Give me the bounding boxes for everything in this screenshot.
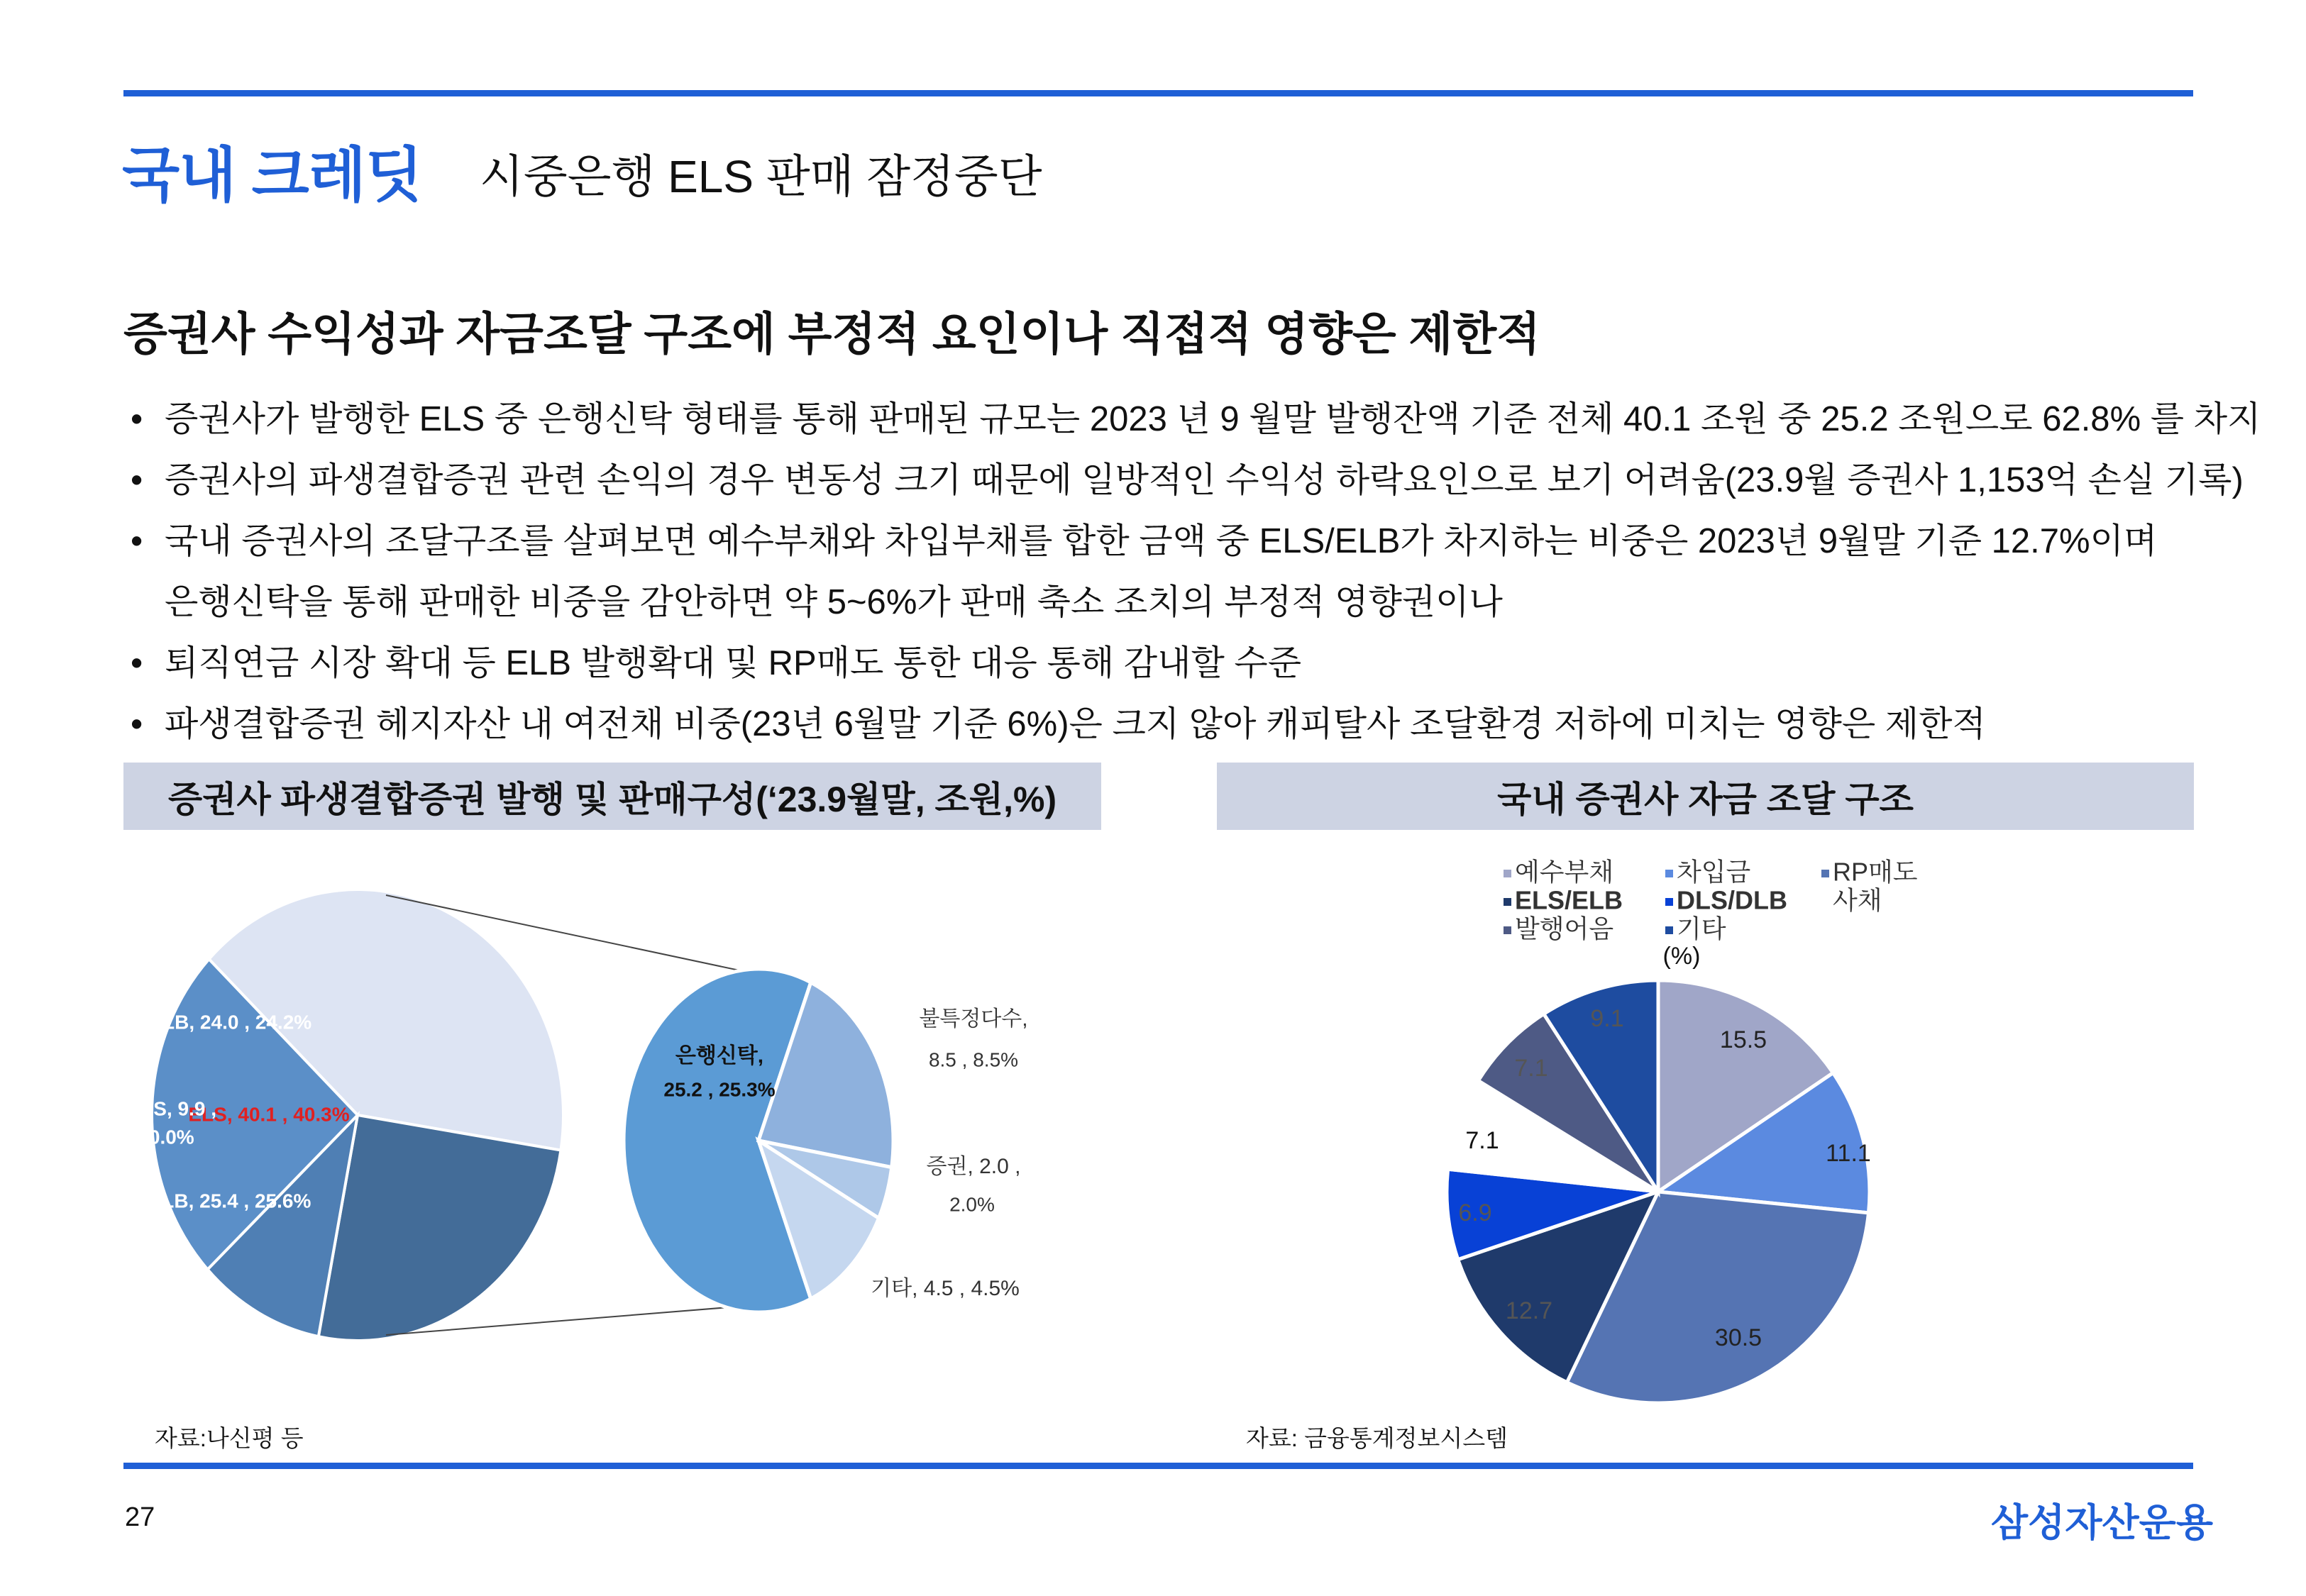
bullet-list [128, 389, 2261, 755]
sub-pie-label: 증권, 2.0 , [926, 1154, 1021, 1178]
pie-label: ELS, 40.1 , 40.3% [188, 1103, 350, 1126]
pie-label: DLS, 9.9 , [126, 1097, 217, 1120]
page-number: 27 [125, 1502, 155, 1532]
legend-label: 사채 [1833, 885, 1882, 915]
legend-swatch [1665, 870, 1673, 877]
section-title: 국내 크레딧 [122, 142, 423, 209]
legend-swatch [1665, 926, 1673, 934]
funding-structure-pie-chart [1217, 844, 2196, 1412]
brand-logo-text: 삼성자산운용 [1991, 1502, 2213, 1544]
data-label: 7.1 [1514, 1054, 1548, 1082]
bottom-rule [123, 1463, 2193, 1469]
sub-pie-label: 2.0% [949, 1193, 995, 1216]
bullet-item [128, 511, 2221, 633]
legend-label: DLS/DLB [1677, 885, 1787, 915]
legend-swatch [1504, 926, 1511, 934]
bullet-text: 파생결합증권 헤지자산 내 여전채 비중(23년 6월말 기준 6%)은 크지 않아 캐피탈사 조달환경 저하에 미치는 영향은 제한적 [165, 705, 1986, 743]
legend-label: 기타 [1677, 914, 1726, 943]
bullet-text: 증권사의 파생결합증권 관련 손익의 경우 변동성 크기 때문에 일방적인 수익성 하락요인으로 보기 어려움(23.9월 증권사 1,153억 손실 기록) [165, 461, 2244, 499]
legend-swatch [1821, 870, 1829, 877]
legend-swatch [1665, 898, 1673, 906]
legend-label: ELS/ELB [1515, 885, 1623, 915]
right-chart-title: 국내 증권사 자금 조달 구조 [1217, 763, 2194, 830]
bullet-item [128, 694, 2221, 755]
derivative-issuance-pie-chart [123, 844, 1103, 1412]
bullet-text: 국내 증권사의 조달구조를 살펴보면 예수부채와 차입부채를 합한 금액 중 ELS/ELB가 차지하는 비중은 2023년 9월말 기준 12.7%이며 [165, 522, 2158, 560]
headline: 증권사 수익성과 자금조달 구조에 부정적 요인이나 직접적 영향은 제한적 [123, 309, 1540, 360]
bullet-continuation: 은행신탁을 통해 판매한 비중을 감안하면 약 5~6%가 판매 축소 조치의 부정적 영향권이나 [165, 583, 1503, 621]
bullet-item [128, 450, 2244, 511]
pie-slice-elb [319, 1115, 561, 1341]
legend-label: 예수부채 [1515, 857, 1614, 887]
legend-label: 발행어음 [1515, 914, 1614, 943]
bullet-text: 증권사가 발행한 ELS 중 은행신탁 형태를 통해 판매된 규모는 2023 년 9 월말 발행잔액 기준 전체 40.1 조원 중 25.2 조원으로 62.8% 를 차지 [165, 400, 2261, 438]
data-label: 9.1 [1590, 1004, 1624, 1032]
data-label: 30.5 [1714, 1324, 1762, 1351]
unit-label: (%) [1662, 942, 1701, 970]
left-chart-title: 증권사 파생결합증권 발행 및 판매구성(‘23.9월말, 조원,%) [123, 763, 1101, 830]
sub-pie-label: 불특정다수, [919, 1007, 1028, 1031]
page-subtitle: 시중은행 ELS 판매 잠정중단 [480, 151, 1042, 202]
bullet-item [128, 633, 2221, 694]
data-label: 15.5 [1719, 1026, 1767, 1053]
source-note: 자료: 금융통계정보시스템 [1246, 1425, 1508, 1451]
sub-pie-label: 기타, 4.5 , 4.5% [871, 1276, 1020, 1300]
pie-label: 10.0% [138, 1126, 194, 1148]
legend-label: RP매도 [1833, 857, 1918, 887]
data-label: 11.1 [1826, 1139, 1871, 1167]
sub-pie-label: 25.2 , 25.3% [663, 1078, 776, 1101]
legend-label: 차입금 [1677, 857, 1751, 887]
top-rule [123, 90, 2193, 96]
sub-pie-label: 8.5 , 8.5% [928, 1048, 1019, 1071]
legend-swatch [1504, 870, 1511, 877]
source-note: 자료:나신평 등 [155, 1425, 304, 1451]
data-label: 7.1 [1465, 1126, 1499, 1154]
data-label: 12.7 [1505, 1297, 1553, 1324]
sub-pie-label: 은행신탁, [675, 1043, 764, 1068]
pie-label: ELB, 25.4 , 25.6% [148, 1190, 311, 1212]
legend-swatch [1504, 898, 1511, 906]
pie-label: DLB, 24.0 , 24.2% [148, 1011, 312, 1033]
data-label: 6.9 [1458, 1199, 1492, 1226]
bullet-item [128, 389, 2261, 450]
bullet-text: 퇴직연금 시장 확대 등 ELB 발행확대 및 RP매도 통한 대응 통해 감내할 수준 [165, 644, 1302, 682]
